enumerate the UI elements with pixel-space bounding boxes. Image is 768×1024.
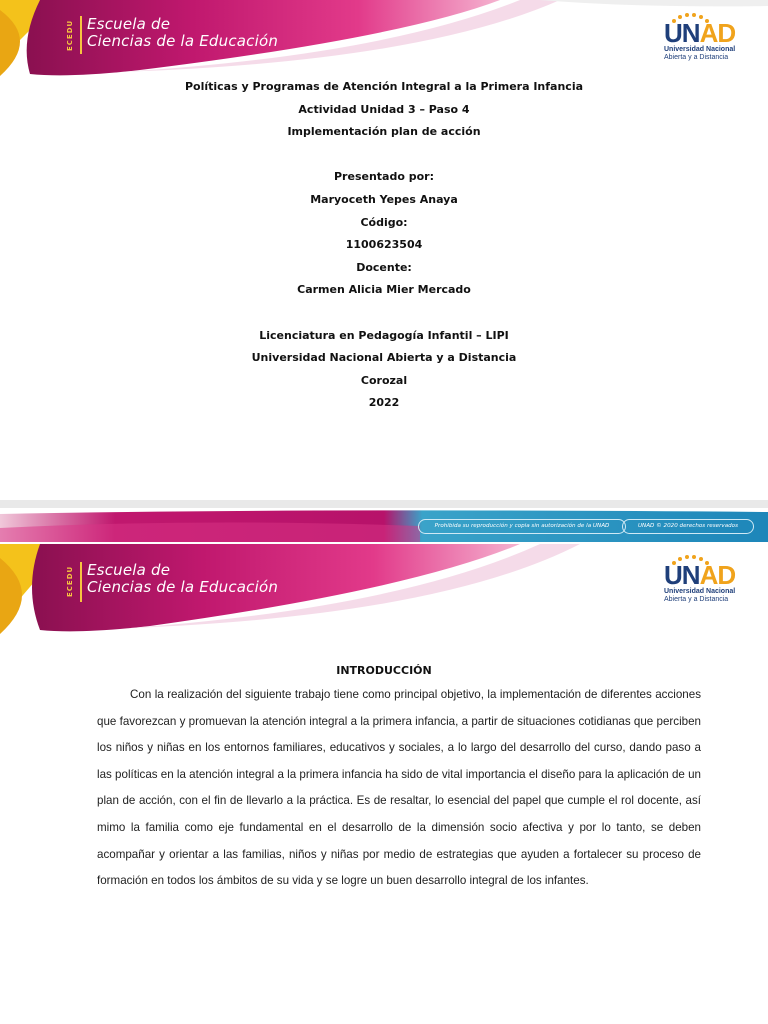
logo-word-un: UN: [664, 18, 700, 48]
header-banner: [0, 0, 768, 78]
previous-page-footer: [0, 508, 768, 544]
teacher-name: Carmen Alicia Mier Mercado: [297, 283, 471, 297]
introduction-heading: INTRODUCCIÓN: [336, 664, 432, 677]
city: Corozal: [360, 373, 408, 387]
program-name: Licenciatura en Pedagogía Infantil – LIPI: [259, 328, 509, 342]
logo-wordmark: [664, 20, 735, 46]
student-code: 1100623504: [345, 238, 423, 252]
logo-subtitle-2-2: Abierta y a Distancia: [664, 596, 729, 603]
school-name-line2: Ciencias de la Educación: [87, 32, 279, 50]
ecedu-divider-2: [80, 562, 82, 602]
course-title: Políticas y Programas de Atención Integral a la Primera Infancia: [184, 80, 584, 93]
header-banner-2: [0, 544, 768, 634]
logo-wordmark-2: [664, 562, 735, 588]
activity-line: Actividad Unidad 3 – Paso 4: [298, 102, 470, 116]
rights-notice: UNAD © 2020 derechos reservados: [622, 519, 754, 534]
presented-by-label: Presentado por:: [334, 170, 434, 184]
school-name-line2-2: Ciencias de la Educación: [87, 578, 279, 596]
teacher-label: Docente:: [356, 260, 412, 274]
cover-page: [0, 0, 768, 500]
cover-text: [0, 76, 768, 415]
ecedu-tag: ECEDU: [66, 19, 74, 51]
page-separator: [0, 500, 768, 508]
university-name: Universidad Nacional Abierta y a Distancia: [251, 351, 517, 365]
unad-logo-2: [660, 554, 750, 604]
logo-word-un-2: UN: [664, 560, 700, 590]
copyright-notice: Prohibida su reproducción y copia sin autorización de la UNAD: [418, 519, 626, 534]
student-name: Maryoceth Yepes Anaya: [310, 192, 458, 206]
school-name-line1-2: Escuela de: [87, 561, 171, 579]
logo-subtitle-1-2: Universidad Nacional: [664, 588, 736, 595]
ecedu-divider: [80, 16, 82, 54]
code-label: Código:: [360, 215, 408, 229]
logo-subtitle-2: Abierta y a Distancia: [664, 54, 729, 61]
logo-word-ad-2: AD: [699, 560, 736, 590]
introduction-body: Con la realización del siguiente trabajo tiene como principal objetivo, la implementación de diferentes acciones que favorezcan y promuevan la atención integral a la primera infancia, a partir de situaciones cotidianas que perciben los niños y niñas en los entornos familiares, educativos y sociales, a lo largo del desarrollo del curso, dando paso a las políticas en la atención integral a la primera infancia ha sido de vital importancia el diseño para la aplicación de un plan de acción, con el fin de llevarlo a la práctica. Es de resaltar, lo esencial del papel que cumple el rol docente, así mimo la familia como eje fundamental en el desarrollo de la dimensión socio afectiva y por lo tanto, se deben acompañar y orientar a las familias, niños y niñas por medio de estrategias que ayuden a fortalecer su proceso de formación en todos los ámbitos de su vida y se logre un buen desarrollo integral de los infantes.: [97, 688, 701, 888]
logo-word-ad: AD: [699, 18, 736, 48]
school-name-line1: Escuela de: [87, 15, 171, 33]
ecedu-tag-2: ECEDU: [66, 565, 74, 597]
introduction-page: [0, 508, 768, 1024]
topic-line: Implementación plan de acción: [287, 125, 481, 139]
unad-logo: [660, 12, 750, 62]
year: 2022: [368, 396, 400, 410]
logo-subtitle-1: Universidad Nacional: [664, 46, 736, 53]
